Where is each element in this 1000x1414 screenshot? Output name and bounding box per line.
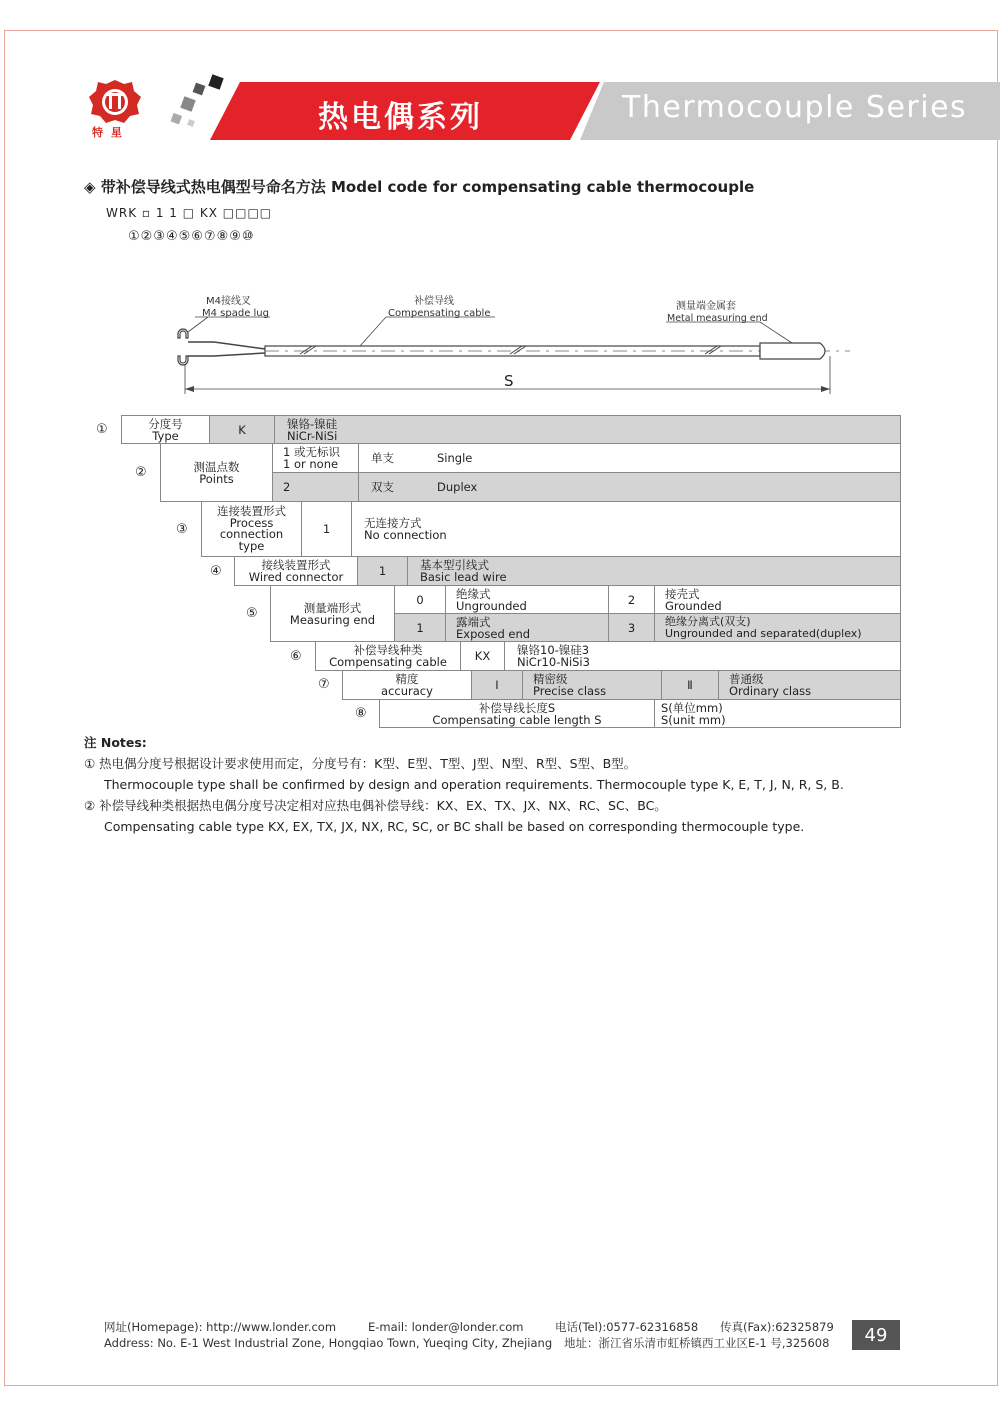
process-label-en1: Process bbox=[229, 515, 274, 530]
points-opt1-en: Single bbox=[437, 451, 473, 465]
comp-type-label-cn: 补偿导线种类 bbox=[353, 643, 423, 657]
series-title-cn: 热电偶系列 bbox=[318, 100, 483, 135]
comp-type-code-cell bbox=[460, 641, 505, 671]
accuracy-label-cell bbox=[342, 670, 472, 700]
footer-fax: 传真(Fax):62325879 bbox=[720, 1320, 834, 1334]
process-desc-en: No connection bbox=[364, 528, 447, 542]
accuracy-desc1-en: Precise class bbox=[533, 684, 607, 698]
points-opt2-cn: 双支 bbox=[371, 480, 394, 494]
cable-label-en: Compensating cable bbox=[388, 308, 491, 319]
measuring-code2: 2 bbox=[627, 592, 636, 607]
measuring-code1: 1 bbox=[416, 620, 424, 635]
position-numbers: ①②③④⑤⑥⑦⑧⑨⑩ bbox=[128, 229, 255, 244]
comp-type-desc-en: NiCr10-NiSi3 bbox=[517, 655, 590, 669]
comp-type-code: KX bbox=[474, 649, 491, 663]
row-number-1: ① bbox=[96, 422, 108, 437]
process-label-en3: type bbox=[238, 538, 265, 553]
length-desc-cell bbox=[654, 699, 901, 728]
process-label-cell bbox=[201, 501, 302, 557]
points-code1-cn: 1 或无标识 bbox=[283, 445, 340, 459]
type-desc-en: NiCr-NiSi bbox=[287, 428, 338, 443]
footer-email: E-mail: londer@londer.com bbox=[368, 1320, 524, 1334]
length-symbol: S bbox=[504, 372, 514, 390]
row-number-4: ④ bbox=[210, 564, 222, 579]
measuring-code0: 0 bbox=[416, 592, 424, 607]
points-code2-cell bbox=[272, 472, 359, 502]
measuring-desc3-cn: 绝缘分离式(双支) bbox=[665, 614, 751, 628]
type-code: K bbox=[238, 422, 246, 437]
accuracy-desc2-cell bbox=[718, 670, 901, 700]
length-desc-en: S(unit mm) bbox=[661, 712, 726, 727]
logo-text: 特 星 bbox=[92, 126, 124, 139]
note-2-en: Compensating cable type KX, EX, TX, JX, NX, RC, SC, or BC shall be based on corresponding thermocouple type. bbox=[104, 819, 805, 834]
accuracy-desc1-cn: 精密级 bbox=[533, 672, 568, 686]
wired-code-cell bbox=[357, 556, 408, 586]
points-code2: 2 bbox=[283, 480, 291, 494]
accuracy-code1-cell bbox=[471, 670, 523, 700]
notes-title: 注 Notes: bbox=[84, 735, 147, 750]
type-desc-cell bbox=[274, 415, 901, 444]
process-desc-cn: 无连接方式 bbox=[364, 516, 422, 530]
wired-desc-en: Basic lead wire bbox=[420, 570, 507, 584]
spade-lug-label-cn: M4接线叉 bbox=[206, 296, 251, 307]
wired-code: 1 bbox=[378, 564, 387, 578]
type-label-cn: 分度号 bbox=[148, 416, 183, 431]
measuring-code3: 3 bbox=[627, 620, 636, 635]
measuring-code3-cell bbox=[608, 613, 655, 642]
measuring-desc0-en: Ungrounded bbox=[456, 598, 527, 613]
measuring-desc0-cell bbox=[445, 585, 609, 614]
row-number-3: ③ bbox=[176, 522, 188, 537]
section-title: ◈ 带补偿导线式热电偶型号命名方法 Model code for compensating cable thermocouple bbox=[84, 178, 755, 196]
measuring-desc1-cn: 露端式 bbox=[456, 614, 491, 629]
model-code: WRK ▫ 1 1 □ KX □□□□ bbox=[106, 206, 273, 220]
points-opt1-cell bbox=[358, 443, 901, 473]
accuracy-code2-cell bbox=[661, 670, 719, 700]
measuring-label-en: Measuring end bbox=[289, 612, 376, 627]
footer-homepage: 网址(Homepage): http://www.londer.com bbox=[104, 1320, 337, 1334]
note-1-en: Thermocouple type shall be confirmed by design and operation requirements. Thermocouple type K, E, T, J, N, R, S, B. bbox=[104, 777, 844, 792]
wired-label-cn: 接线装置形式 bbox=[261, 558, 331, 572]
type-code-cell bbox=[209, 415, 275, 444]
metal-end-label-cn: 测量端金属套 bbox=[676, 301, 736, 312]
points-opt2-cell bbox=[358, 472, 901, 502]
cable-label-cn: 补偿导线 bbox=[414, 296, 454, 307]
measuring-code2-cell bbox=[608, 585, 655, 614]
points-label-cell bbox=[160, 443, 273, 502]
page-number: 49 bbox=[852, 1320, 900, 1350]
row-number-8: ⑧ bbox=[355, 706, 367, 721]
wired-label-en: Wired connector bbox=[248, 570, 344, 584]
type-label-en: Type bbox=[152, 428, 179, 443]
wired-desc-cell bbox=[407, 556, 901, 586]
points-code1-cell bbox=[272, 443, 359, 473]
measuring-desc1-cell bbox=[445, 613, 609, 642]
notes-block bbox=[84, 732, 844, 837]
accuracy-label-en: accuracy bbox=[381, 684, 433, 698]
accuracy-desc2-en: Ordinary class bbox=[729, 684, 812, 698]
measuring-desc2-en: Grounded bbox=[665, 598, 722, 613]
length-label-cell bbox=[379, 699, 655, 728]
footer-tel: 电话(Tel):0577-62316858 bbox=[555, 1320, 699, 1334]
measuring-desc2-cell bbox=[654, 585, 901, 614]
spade-lug-label-en: M4 spade lug bbox=[202, 308, 269, 319]
length-desc-cn: S(单位mm) bbox=[661, 700, 723, 715]
row-number-6: ⑥ bbox=[290, 649, 302, 664]
measuring-label-cn: 测量端形式 bbox=[303, 600, 362, 615]
wired-desc-cn: 基本型引线式 bbox=[420, 558, 489, 572]
comp-type-label-en: Compensating cable bbox=[329, 655, 447, 669]
points-opt2-en: Duplex bbox=[437, 480, 478, 494]
measuring-desc3-en: Ungrounded and separated(duplex) bbox=[665, 626, 862, 640]
measuring-desc2-cn: 接壳式 bbox=[665, 586, 700, 601]
measuring-desc0-cn: 绝缘式 bbox=[456, 586, 491, 601]
measuring-desc1-en: Exposed end bbox=[456, 626, 531, 641]
metal-end-label-en: Metal measuring end bbox=[667, 313, 768, 324]
note-2-cn: ② 补偿导线种类根据热电偶分度号决定相对应热电偶补偿导线：KX、EX、TX、JX、NX、RC、SC、BC。 bbox=[84, 798, 667, 813]
row-number-7: ⑦ bbox=[318, 677, 330, 692]
accuracy-label-cn: 精度 bbox=[395, 672, 419, 686]
process-label-cn: 连接装置形式 bbox=[217, 504, 286, 518]
wired-label-cell bbox=[234, 556, 358, 586]
measuring-code1-cell bbox=[394, 613, 446, 642]
measuring-desc3-cell bbox=[654, 613, 901, 642]
comp-type-desc-cell bbox=[504, 641, 901, 671]
series-title-en: Thermocouple Series bbox=[622, 90, 968, 125]
comp-type-desc-cn: 镍铬10-镍硅3 bbox=[517, 643, 590, 657]
process-label-en2: connection bbox=[219, 527, 284, 541]
points-code1-en: 1 or none bbox=[283, 457, 339, 471]
accuracy-desc1-cell bbox=[522, 670, 662, 700]
accuracy-desc2-cn: 普通级 bbox=[729, 672, 764, 686]
points-opt1-cn: 单支 bbox=[371, 451, 394, 465]
points-label-en: Points bbox=[199, 471, 234, 486]
row-number-5: ⑤ bbox=[246, 606, 258, 621]
footer-address-en: Address: No. E-1 West Industrial Zone, Hongqiao Town, Yueqing City, Zhejiang bbox=[104, 1336, 553, 1350]
type-desc-cn: 镍铬-镍硅 bbox=[287, 416, 338, 431]
accuracy-code1: Ⅰ bbox=[495, 678, 499, 692]
note-1-cn: ① 热电偶分度号根据设计要求使用而定，分度号有：K型、E型、T型、J型、N型、R型、S型、B型。 bbox=[84, 756, 637, 771]
process-code-cell bbox=[301, 501, 352, 557]
length-label-cn: 补偿导线长度S bbox=[478, 700, 556, 715]
points-label-cn: 测温点数 bbox=[193, 459, 240, 474]
measuring-code0-cell bbox=[394, 585, 446, 614]
length-label-en: Compensating cable length S bbox=[432, 712, 602, 727]
comp-type-label-cell bbox=[315, 641, 461, 671]
row-number-2: ② bbox=[135, 465, 147, 480]
footer-address-cn: 地址：浙江省乐清市虹桥镇西工业区E-1 号,325608 bbox=[564, 1336, 830, 1350]
accuracy-code2: Ⅱ bbox=[687, 678, 693, 692]
process-desc-cell bbox=[351, 501, 901, 557]
process-code: 1 bbox=[322, 522, 331, 536]
type-label-cell bbox=[121, 415, 210, 444]
measuring-label-cell bbox=[270, 585, 395, 642]
